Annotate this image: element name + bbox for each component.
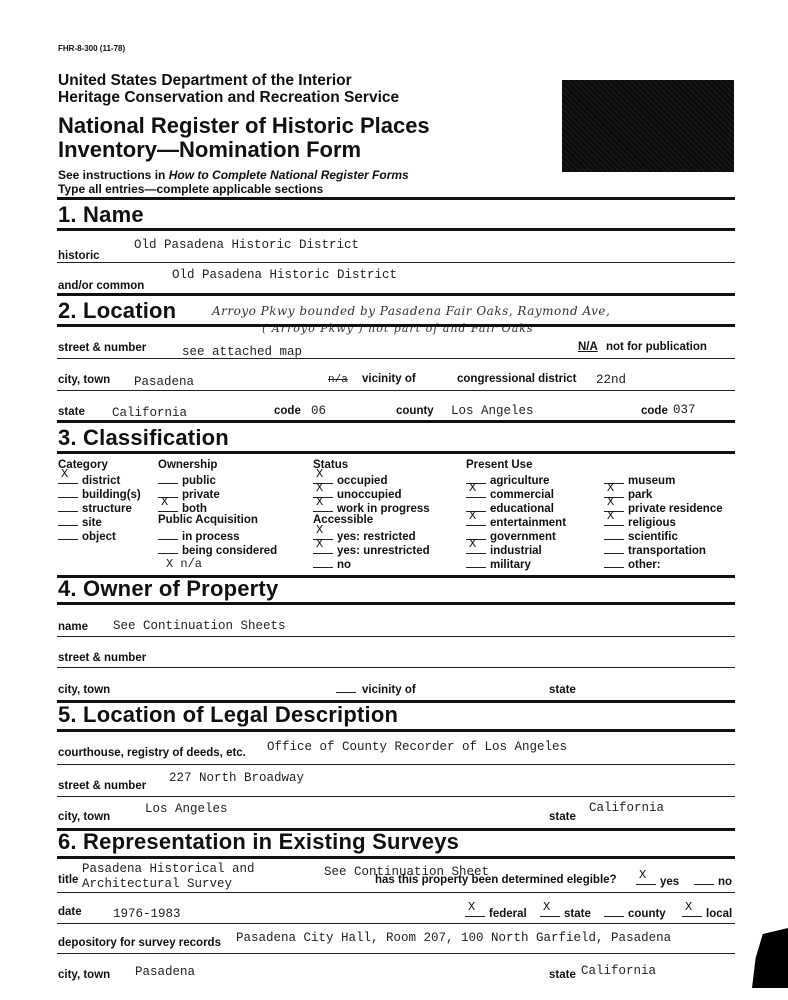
county-label: county xyxy=(396,405,434,417)
checkbox-label: private residence xyxy=(628,503,723,515)
survey-city-label: city, town xyxy=(58,969,111,981)
city-value[interactable]: Pasadena xyxy=(134,375,195,389)
vicinity-label: vicinity of xyxy=(362,373,416,385)
checkbox-item[interactable] xyxy=(466,557,531,571)
checkbox-label: building(s) xyxy=(82,489,141,501)
checkbox-blank[interactable]: X xyxy=(158,501,178,512)
depository-value[interactable]: Pasadena City Hall, Room 207, 100 North Garfield, Pasadena xyxy=(236,931,672,945)
form-title-1: National Register of Historic Places xyxy=(58,113,430,138)
field-rule xyxy=(57,764,735,765)
checkbox-item[interactable] xyxy=(58,529,116,543)
accessible-heading: Accessible xyxy=(313,514,374,526)
state-value[interactable]: California xyxy=(112,406,188,420)
checkbox-item[interactable] xyxy=(466,529,556,543)
section-rule xyxy=(57,451,735,454)
field-rule xyxy=(57,636,735,637)
historic-value[interactable]: Old Pasadena Historic District xyxy=(134,238,360,252)
section-rule xyxy=(57,228,735,231)
checkbox-blank[interactable]: X xyxy=(313,543,333,554)
checkbox-blank[interactable] xyxy=(58,501,78,512)
redaction-stamp xyxy=(562,80,734,172)
survey-local[interactable]: X local xyxy=(682,906,732,920)
checkbox-blank[interactable]: X xyxy=(313,473,333,484)
section-2-heading: 2. Location xyxy=(58,298,177,323)
checkbox-item[interactable] xyxy=(158,529,240,543)
checkbox-blank[interactable] xyxy=(58,515,78,526)
owner-vicinity-label: vicinity of xyxy=(362,684,416,696)
section-rule xyxy=(57,197,735,200)
eligible-no[interactable]: no xyxy=(694,874,732,888)
checkbox-blank[interactable]: X xyxy=(604,501,624,512)
checkbox-label: yes: unrestricted xyxy=(337,545,430,557)
agency-line-2: Heritage Conservation and Recreation Service xyxy=(58,89,400,106)
present-use-heading: Present Use xyxy=(466,459,533,471)
congressional-district-value[interactable]: 22nd xyxy=(596,373,627,387)
field-rule xyxy=(57,892,735,893)
checkbox-item[interactable] xyxy=(466,501,554,515)
continuation-note: See Continuation Sheet xyxy=(324,865,490,879)
owner-street-label: street & number xyxy=(58,652,147,664)
checkbox-item[interactable] xyxy=(158,543,277,557)
checkbox-label: in process xyxy=(182,531,240,543)
checkbox-label: park xyxy=(628,489,653,501)
checkbox-blank[interactable] xyxy=(466,557,486,568)
checkbox-blank[interactable]: X xyxy=(313,501,333,512)
survey-state-value[interactable]: California xyxy=(581,964,657,978)
checkbox-label: entertainment xyxy=(490,517,567,529)
category-heading: Category xyxy=(58,459,108,471)
checkbox-label: industrial xyxy=(490,545,542,557)
section-6-heading: 6. Representation in Existing Surveys xyxy=(58,829,460,854)
legal-state-label: state xyxy=(549,811,576,823)
checkbox-item[interactable] xyxy=(604,473,675,487)
section-5-heading: 5. Location of Legal Description xyxy=(58,702,399,727)
checkbox-item[interactable] xyxy=(158,473,216,487)
courthouse-label: courthouse, registry of deeds, etc. xyxy=(58,747,246,759)
owner-name-label: name xyxy=(58,621,89,633)
checkbox-item[interactable] xyxy=(58,501,132,515)
checkbox-label: military xyxy=(490,559,531,571)
section-3-heading: 3. Classification xyxy=(58,425,229,450)
checkbox-blank[interactable] xyxy=(58,529,78,540)
checkbox-item[interactable] xyxy=(58,487,141,501)
handwritten-boundary-note: Arroyo Pkwy bounded by Pasadena Fair Oaks, Raymond Ave, xyxy=(212,304,611,318)
state-label: state xyxy=(58,406,85,418)
legal-street-value[interactable]: 227 North Broadway xyxy=(169,771,305,785)
courthouse-value[interactable]: Office of County Recorder of Los Angeles xyxy=(267,740,568,754)
depository-label: depository for survey records xyxy=(58,937,221,949)
handwritten-boundary-note-2: ( Arroyo Pkwy ) not part of and Fair Oaks xyxy=(262,322,534,335)
checkbox-item[interactable] xyxy=(58,467,121,487)
survey-title-value-1[interactable]: Pasadena Historical and xyxy=(82,862,255,876)
checkbox-item[interactable] xyxy=(313,557,351,571)
common-name-label: and/or common xyxy=(58,280,145,292)
section-rule xyxy=(57,729,735,732)
field-rule xyxy=(57,390,735,391)
checkbox-label: being considered xyxy=(182,545,278,557)
na-mark: N/A xyxy=(578,341,598,353)
section-rule xyxy=(57,420,735,423)
checkbox-item[interactable] xyxy=(604,509,676,529)
congressional-district-label: congressional district xyxy=(457,373,577,385)
checkbox-item[interactable] xyxy=(604,557,661,571)
instructions-line-2: Type all entries—complete applicable sections xyxy=(58,182,324,196)
not-for-publication-label: not for publication xyxy=(606,341,707,353)
city-label: city, town xyxy=(58,374,111,386)
checkbox-item[interactable] xyxy=(604,543,706,557)
acquisition-heading: Public Acquisition xyxy=(158,514,258,526)
checkbox-label: religious xyxy=(628,517,676,529)
checkbox-label: agriculture xyxy=(490,475,550,487)
checkbox-item[interactable] xyxy=(466,473,549,487)
survey-county[interactable]: county xyxy=(604,906,666,920)
checkbox-item[interactable] xyxy=(58,515,102,529)
checkbox-blank[interactable]: X xyxy=(466,543,486,554)
section-4-heading: 4. Owner of Property xyxy=(58,576,279,601)
survey-city-value[interactable]: Pasadena xyxy=(135,965,196,979)
section-rule xyxy=(57,856,735,859)
checkbox-label: other: xyxy=(628,559,661,571)
checkbox-blank[interactable] xyxy=(604,543,624,554)
checkbox-blank[interactable]: X xyxy=(466,487,486,498)
checkbox-label: object xyxy=(82,531,116,543)
vicinity-mark: n/a xyxy=(328,374,348,386)
section-rule xyxy=(57,602,735,605)
scan-artifact xyxy=(752,928,788,988)
section-rule xyxy=(57,324,735,327)
checkbox-blank[interactable] xyxy=(604,529,624,540)
checkbox-blank[interactable] xyxy=(158,473,178,484)
street-value[interactable]: see attached map xyxy=(182,345,303,359)
survey-date-label: date xyxy=(58,906,82,918)
checkbox-label: commercial xyxy=(490,489,554,501)
ownership-heading: Ownership xyxy=(158,459,218,471)
code2-label: code xyxy=(641,405,668,417)
field-rule xyxy=(57,358,735,359)
checkbox-label: government xyxy=(490,531,556,543)
field-rule xyxy=(57,667,735,668)
owner-name-value[interactable]: See Continuation Sheets xyxy=(113,619,286,633)
owner-state-label: state xyxy=(549,684,576,696)
checkbox-blank[interactable] xyxy=(158,529,178,540)
checkbox-label: private xyxy=(182,489,220,501)
checkbox-label: both xyxy=(182,503,207,515)
owner-city-label: city, town xyxy=(58,684,111,696)
checkbox-label: public xyxy=(182,475,216,487)
historic-label: historic xyxy=(58,250,100,262)
field-rule xyxy=(57,953,735,954)
checkbox-blank[interactable]: X xyxy=(313,529,333,540)
checkbox-label: district xyxy=(82,475,121,487)
code-value[interactable]: 06 xyxy=(311,404,327,418)
section-rule xyxy=(57,293,735,296)
field-rule xyxy=(57,262,735,263)
survey-federal[interactable]: X federal xyxy=(465,906,527,920)
survey-state-label: state xyxy=(549,969,576,981)
legal-street-label: street & number xyxy=(58,780,147,792)
instructions-line-1: See instructions in How to Complete National Register Forms xyxy=(58,168,409,182)
survey-title-label: title xyxy=(58,874,79,886)
status-heading: Status xyxy=(313,459,349,471)
checkbox-label: structure xyxy=(82,503,132,515)
code2-value[interactable]: 037 xyxy=(673,403,696,417)
survey-state[interactable]: X state xyxy=(540,906,591,920)
survey-title-value-2[interactable]: Architectural Survey xyxy=(82,877,233,891)
checkbox-label: yes: restricted xyxy=(337,531,416,543)
checkbox-label: no xyxy=(337,559,352,571)
checkbox-label: work in progress xyxy=(337,503,430,515)
eligible-yes[interactable]: X yes xyxy=(636,874,679,888)
checkbox-label: transportation xyxy=(628,545,706,557)
checkbox-blank[interactable] xyxy=(158,543,178,554)
street-label: street & number xyxy=(58,342,147,354)
checkbox-label: site xyxy=(82,517,102,529)
vicinity-blank xyxy=(336,692,356,693)
checkbox-item[interactable] xyxy=(313,481,402,501)
legal-city-value[interactable]: Los Angeles xyxy=(145,802,228,816)
checkbox-blank[interactable]: X xyxy=(58,473,78,484)
checkbox-item[interactable] xyxy=(313,467,388,487)
checkbox-item[interactable] xyxy=(158,495,207,515)
agency-line-1: United States Department of the Interior xyxy=(58,72,352,89)
checkbox-blank[interactable] xyxy=(313,557,333,568)
code-label: code xyxy=(274,405,301,417)
county-value[interactable]: Los Angeles xyxy=(451,404,534,418)
form-title-2: Inventory—Nomination Form xyxy=(58,137,362,162)
checkbox-label: scientific xyxy=(628,531,678,543)
form-id: FHR-8-300 (11-78) xyxy=(58,44,126,53)
checkbox-blank[interactable] xyxy=(604,557,624,568)
checkbox-blank[interactable]: X xyxy=(604,487,624,498)
acquisition-note: X n/a xyxy=(166,557,203,571)
checkbox-item[interactable] xyxy=(466,537,542,557)
checkbox-label: educational xyxy=(490,503,554,515)
survey-date-value[interactable]: 1976-1983 xyxy=(113,907,181,921)
checkbox-label: unoccupied xyxy=(337,489,402,501)
checkbox-item[interactable] xyxy=(604,529,678,543)
section-1-heading: 1. Name xyxy=(58,202,144,227)
common-name-value[interactable]: Old Pasadena Historic District xyxy=(172,268,398,282)
checkbox-blank[interactable]: X xyxy=(604,515,624,526)
checkbox-label: occupied xyxy=(337,475,388,487)
field-rule xyxy=(57,923,735,924)
checkbox-label: museum xyxy=(628,475,676,487)
checkbox-blank[interactable]: X xyxy=(313,487,333,498)
legal-state-value[interactable]: California xyxy=(589,801,665,815)
field-rule xyxy=(57,796,735,797)
checkbox-blank[interactable]: X xyxy=(466,515,486,526)
legal-city-label: city, town xyxy=(58,811,111,823)
eligible-question: has this property been determined elegible? xyxy=(375,874,617,886)
checkbox-blank[interactable] xyxy=(58,487,78,498)
checkbox-item[interactable] xyxy=(313,523,416,543)
